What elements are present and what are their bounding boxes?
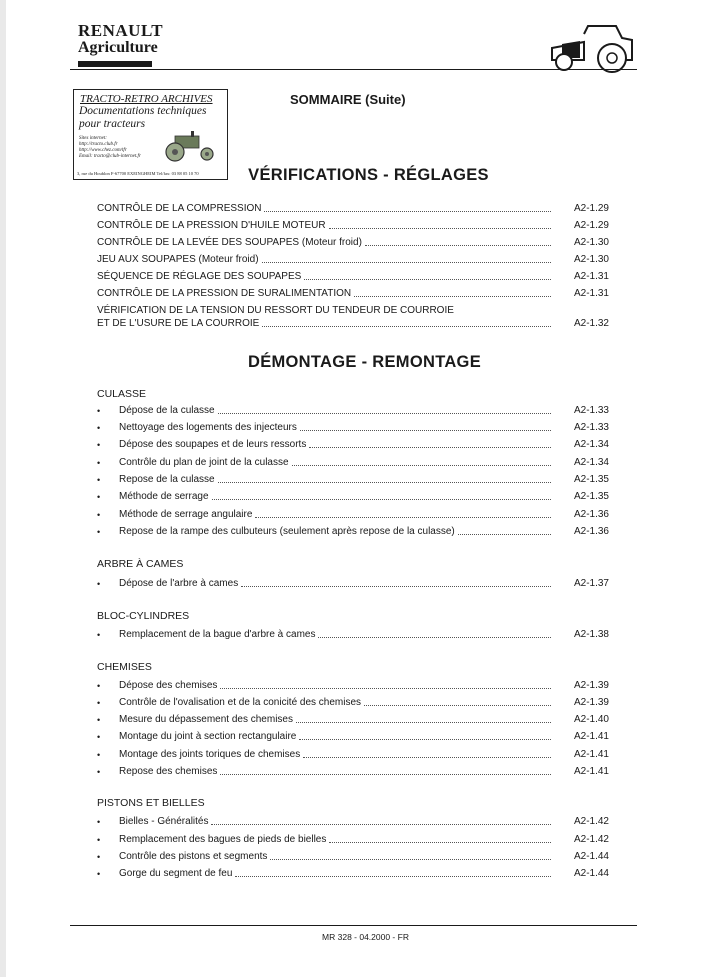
stamp-address: 3, rue du Houblon F-67700 EXEINGHEIM Tel/fax: 03 88 05 10 70 (77, 171, 199, 176)
toc-entry-label: CONTRÔLE DE LA PRESSION DE SURALIMENTATION (97, 288, 352, 299)
dot-leader (255, 508, 551, 518)
toc-entry-label: Contrôle du plan de joint de la culasse (119, 457, 289, 468)
toc-entry-page: A2-1.42 (573, 834, 609, 845)
toc-entry (97, 849, 609, 863)
bullet-icon: • (97, 732, 101, 742)
toc-entry-page: A2-1.36 (573, 509, 609, 520)
toc-entry-label: Nettoyage des logements des injecteurs (119, 422, 297, 433)
dot-leader (318, 628, 551, 638)
toc-entry (97, 832, 609, 846)
toc-entry (97, 678, 609, 692)
brand-bar (78, 61, 152, 67)
toc-entry-page: A2-1.34 (573, 457, 609, 468)
toc-entry-page: A2-1.30 (573, 254, 609, 265)
toc-entry (97, 524, 609, 538)
bullet-icon: • (97, 852, 101, 862)
dot-leader (354, 287, 551, 297)
group-heading-culasse: CULASSE (97, 388, 147, 400)
toc-entry-label: Repose de la rampe des culbuteurs (seulement après repose de la culasse) (119, 526, 455, 537)
bullet-icon: • (97, 869, 101, 879)
vintage-tractor-icon (161, 128, 219, 162)
toc-entry (97, 455, 609, 469)
toc-entry-label: Dépose des chemises (119, 680, 218, 691)
stamp-title: TRACTO-RETRO ARCHIVES (80, 93, 213, 105)
toc-entry-label: CONTRÔLE DE LA LEVÉE DES SOUPAPES (Moteur froid) (97, 237, 362, 248)
bullet-icon: • (97, 698, 101, 708)
dot-leader (220, 679, 551, 689)
toc-entry (97, 489, 609, 503)
toc-entry-page: A2-1.40 (573, 714, 609, 725)
bullet-icon: • (97, 817, 101, 827)
dot-leader (329, 833, 551, 843)
stamp-site-1: http://tracto.club.fr (79, 142, 118, 147)
toc-entry-label: Bielles - Généralités (119, 816, 209, 827)
toc-entry (97, 576, 609, 590)
toc-entry (97, 472, 609, 486)
toc-entry (97, 729, 609, 743)
toc-entry-page: A2-1.30 (573, 237, 609, 248)
toc-entry-label: Contrôle de l'ovalisation et de la conicité des chemises (119, 697, 362, 708)
toc-entry-page: A2-1.44 (573, 851, 609, 862)
toc-entry-page: A2-1.34 (573, 439, 609, 450)
group-heading-arbre-a-cames: ARBRE À CAMES (97, 558, 184, 570)
toc-entry-page: A2-1.41 (573, 731, 609, 742)
dot-leader (220, 765, 551, 775)
dot-leader (262, 317, 551, 327)
brand-name: RENAULT (78, 21, 164, 40)
dot-leader (303, 748, 551, 758)
toc-entry-page: A2-1.41 (573, 749, 609, 760)
bullet-icon: • (97, 406, 101, 416)
toc-entry-label: Dépose de la culasse (119, 405, 215, 416)
toc-entry-page: A2-1.33 (573, 405, 609, 416)
dot-leader (218, 404, 551, 414)
toc-entry (97, 507, 609, 521)
toc-entry (97, 866, 609, 880)
dot-leader (241, 577, 551, 587)
dot-leader (299, 730, 551, 740)
bullet-icon: • (97, 835, 101, 845)
bullet-icon: • (97, 767, 101, 777)
brand-logo (78, 22, 163, 67)
dot-leader (365, 236, 551, 246)
bullet-icon: • (97, 681, 101, 691)
group-heading-bloc-cylindres: BLOC-CYLINDRES (97, 610, 190, 622)
toc-entry-label-line2: ET DE L'USURE DE LA COURROIE (97, 318, 260, 329)
toc-entry-page: A2-1.33 (573, 422, 609, 433)
dot-leader (292, 456, 551, 466)
bullet-icon: • (97, 475, 101, 485)
group-heading-chemises: CHEMISES (97, 661, 152, 673)
toc-entry-label-line1: VÉRIFICATION DE LA TENSION DU RESSORT DU TENDEUR DE COURROIE (97, 305, 454, 316)
toc-entry (97, 269, 609, 283)
toc-entry-label: Remplacement de la bague d'arbre à cames (119, 629, 316, 640)
toc-entry-page: A2-1.29 (573, 203, 609, 214)
toc-entry (97, 712, 609, 726)
toc-entry (97, 420, 609, 434)
toc-entry-label: JEU AUX SOUPAPES (Moteur froid) (97, 254, 259, 265)
bullet-icon: • (97, 579, 101, 589)
toc-entry-label: Méthode de serrage angulaire (119, 509, 253, 520)
stamp-email: Email: tracto@club-internet.fr (79, 154, 141, 159)
section-title-verifications: VÉRIFICATIONS - RÉGLAGES (248, 166, 489, 184)
bullet-icon: • (97, 458, 101, 468)
dot-leader (235, 867, 551, 877)
bullet-icon: • (97, 630, 101, 640)
toc-entry-label: Dépose de l'arbre à cames (119, 578, 239, 589)
toc-entry-page: A2-1.39 (573, 697, 609, 708)
dot-leader (211, 815, 551, 825)
toc-entry (97, 201, 609, 215)
toc-entry-label: Dépose des soupapes et de leurs ressorts (119, 439, 307, 450)
toc-entry-label: Repose de la culasse (119, 474, 215, 485)
toc-entry-page: A2-1.37 (573, 578, 609, 589)
stamp-subtitle-2: pour tracteurs (79, 118, 146, 130)
toc-entry-page: A2-1.31 (573, 271, 609, 282)
dot-leader (364, 696, 551, 706)
dot-leader (262, 253, 551, 263)
toc-entry-label: SÉQUENCE DE RÉGLAGE DES SOUPAPES (97, 271, 302, 282)
bullet-icon: • (97, 510, 101, 520)
toc-entry-multiline (97, 304, 609, 330)
bullet-icon: • (97, 750, 101, 760)
dot-leader (309, 438, 551, 448)
toc-entry-page: A2-1.36 (573, 526, 609, 537)
toc-entry-label: CONTRÔLE DE LA COMPRESSION (97, 203, 262, 214)
toc-entry-label: Contrôle des pistons et segments (119, 851, 268, 862)
toc-entry (97, 814, 609, 828)
toc-entry-page: A2-1.38 (573, 629, 609, 640)
dot-leader (458, 525, 551, 535)
tractor-icon (544, 20, 634, 74)
toc-entry-label: Méthode de serrage (119, 491, 209, 502)
bullet-icon: • (97, 423, 101, 433)
toc-entry-label: Montage des joints toriques de chemises (119, 749, 301, 760)
dot-leader (264, 202, 551, 212)
toc-entry-page: A2-1.29 (573, 220, 609, 231)
stamp-site-2: http://www.chez.com/tfr (79, 148, 127, 153)
dot-leader (218, 473, 551, 483)
toc-entry (97, 764, 609, 778)
header-rule (70, 69, 637, 70)
toc-entry-label: Gorge du segment de feu (119, 868, 233, 879)
toc-entry-page: A2-1.31 (573, 288, 609, 299)
dot-leader (304, 270, 551, 280)
toc-entry-page: A2-1.35 (573, 474, 609, 485)
toc-entry-page: A2-1.41 (573, 766, 609, 777)
toc-entry (97, 286, 609, 300)
footer-rule (70, 925, 637, 926)
toc-entry-page: A2-1.35 (573, 491, 609, 502)
toc-entry-page: A2-1.42 (573, 816, 609, 827)
bullet-icon: • (97, 715, 101, 725)
dot-leader (296, 713, 551, 723)
toc-entry-page: A2-1.39 (573, 680, 609, 691)
toc-entry (97, 437, 609, 451)
toc-entry-label: CONTRÔLE DE LA PRESSION D'HUILE MOTEUR (97, 220, 326, 231)
group-heading-pistons-et-bielles: PISTONS ET BIELLES (97, 797, 205, 809)
toc-entry-page: A2-1.44 (573, 868, 609, 879)
toc-entry-page: A2-1.32 (573, 318, 609, 329)
dot-leader (212, 490, 551, 500)
brand-division: Agriculture (78, 39, 158, 56)
bullet-icon: • (97, 527, 101, 537)
sommaire-title: SOMMAIRE (Suite) (290, 92, 406, 107)
dot-leader (270, 850, 551, 860)
dot-leader (300, 421, 551, 431)
section-title-demontage: DÉMONTAGE - REMONTAGE (247, 353, 481, 371)
toc-entry-label: Mesure du dépassement des chemises (119, 714, 293, 725)
toc-entry (97, 235, 609, 249)
bullet-icon: • (97, 492, 101, 502)
toc-entry-label: Montage du joint à section rectangulaire (119, 731, 297, 742)
toc-entry (97, 218, 609, 232)
scan-edge (0, 0, 6, 977)
footer-reference: MR 328 - 04.2000 - FR (322, 932, 409, 942)
toc-entry (97, 403, 609, 417)
stamp-subtitle-1: Documentations techniques (79, 105, 207, 117)
toc-entry (97, 627, 609, 641)
toc-entry (97, 747, 609, 761)
toc-entry (97, 252, 609, 266)
toc-entry-label: Repose des chemises (119, 766, 218, 777)
toc-entry (97, 695, 609, 709)
dot-leader (329, 219, 551, 229)
toc-entry-label: Remplacement des bagues de pieds de bielles (119, 834, 327, 845)
bullet-icon: • (97, 440, 101, 450)
stamp-sites-label: Sites internet: (79, 136, 107, 141)
